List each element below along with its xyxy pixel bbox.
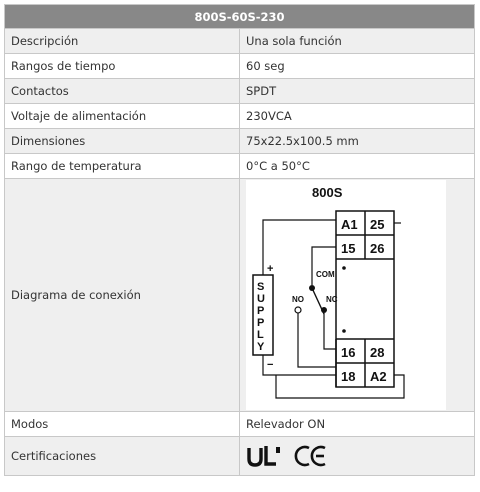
plus-sign: + xyxy=(267,263,274,275)
table-row xyxy=(5,437,475,476)
supply-letter: Y xyxy=(257,341,265,353)
row-label: Descripción xyxy=(5,29,240,54)
diagram-model-label: 800S xyxy=(312,185,343,200)
terminal-label: 16 xyxy=(341,345,356,360)
supply-letter: S xyxy=(257,281,265,293)
connection-diagram-cell xyxy=(240,179,475,412)
table-row xyxy=(5,104,475,129)
terminal-label: 18 xyxy=(341,369,356,384)
certifications-cell xyxy=(240,437,475,476)
table-title: 800S-60S-230 xyxy=(5,5,475,29)
no-label: NO xyxy=(292,295,304,304)
row-value: Relevador ON xyxy=(240,412,475,437)
table-row xyxy=(5,79,475,104)
row-label: Certificaciones xyxy=(5,437,240,476)
ul-recognized-logo xyxy=(246,444,286,468)
table-row xyxy=(5,179,475,412)
row-label: Voltaje de alimentación xyxy=(5,104,240,129)
row-value: 0°C a 50°C xyxy=(240,154,475,179)
nc-label: NC xyxy=(326,295,338,304)
com-label: COM xyxy=(316,270,335,279)
terminal-label: 25 xyxy=(370,217,385,232)
row-value: Una sola función xyxy=(240,29,475,54)
row-value: SPDT xyxy=(240,79,475,104)
row-value: 60 seg xyxy=(240,54,475,79)
table-row xyxy=(5,412,475,437)
terminal-label: 28 xyxy=(370,345,385,360)
terminal-label: 26 xyxy=(370,241,385,256)
row-label: Dimensiones xyxy=(5,129,240,154)
terminal-label: A2 xyxy=(370,369,387,384)
ce-logo xyxy=(294,444,328,468)
row-label: Diagrama de conexión xyxy=(5,179,240,412)
minus-sign: − xyxy=(267,359,274,371)
supply-letter: L xyxy=(257,329,264,341)
supply-letter: U xyxy=(257,293,265,305)
supply-letter: P xyxy=(257,305,265,317)
terminal-label: A1 xyxy=(341,217,358,232)
terminal-label: 15 xyxy=(341,241,356,256)
row-label: Rango de temperatura xyxy=(5,154,240,179)
table-row xyxy=(5,29,475,54)
table-row xyxy=(5,154,475,179)
connection-diagram xyxy=(246,180,446,410)
supply-letter: P xyxy=(257,317,265,329)
specifications-table xyxy=(4,4,475,476)
row-label: Contactos xyxy=(5,79,240,104)
row-value: 75x22.5x100.5 mm xyxy=(240,129,475,154)
row-label: Modos xyxy=(5,412,240,437)
table-row xyxy=(5,129,475,154)
row-value: 230VCA xyxy=(240,104,475,129)
row-label: Rangos de tiempo xyxy=(5,54,240,79)
table-row xyxy=(5,54,475,79)
